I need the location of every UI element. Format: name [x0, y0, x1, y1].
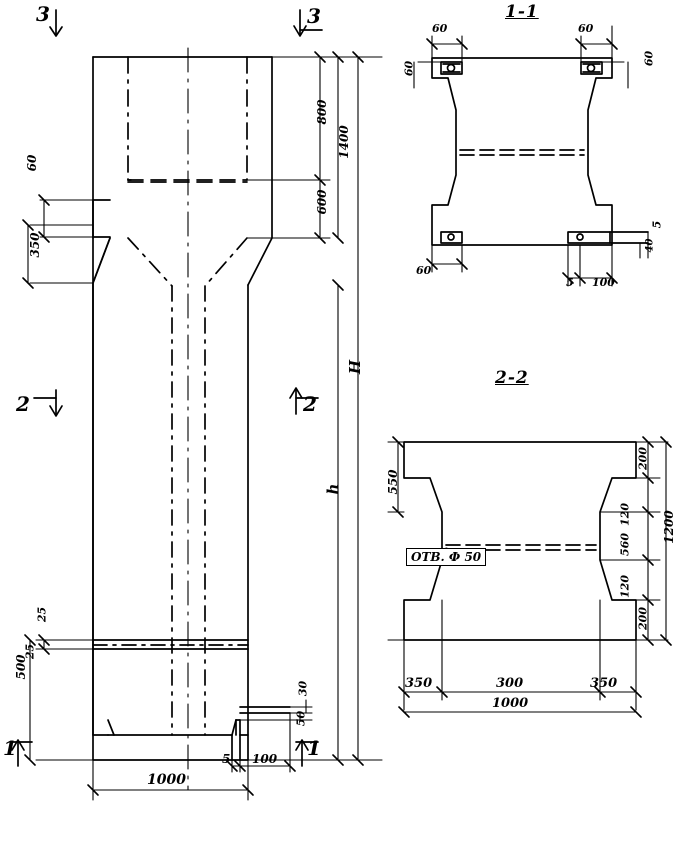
dim-600: 600 [315, 189, 329, 215]
view-mark-3-right: 3 [307, 4, 321, 28]
dim-1000-elevation: 1000 [147, 772, 186, 788]
dim-s11-top-right-60: 60 [578, 22, 594, 35]
dim-s22-300: 300 [496, 676, 524, 691]
dim-s22-1200: 1200 [662, 510, 676, 544]
view-mark-1-left: 1 [3, 736, 17, 760]
dim-800: 800 [315, 99, 329, 125]
dim-s22-200-bot: 200 [636, 607, 650, 630]
view-mark-2-right: 2 [303, 392, 317, 416]
dim-s11-bottom-100: 100 [592, 276, 615, 289]
dim-s11-right-5: 5 [650, 220, 664, 229]
dim-5-elevation: 5 [222, 752, 231, 766]
dim-500: 500 [14, 654, 28, 680]
dim-s22-560: 560 [618, 533, 632, 556]
dim-30: 30 [296, 680, 310, 697]
dim-H: H [346, 359, 364, 375]
dim-350: 350 [28, 232, 42, 258]
dim-s22-550: 550 [386, 469, 400, 495]
view-mark-1-right: 1 [307, 736, 321, 760]
dim-25a: 25 [35, 606, 49, 623]
dim-s11-top-right-60b: 60 [642, 50, 656, 67]
dim-s11-right-40: 40 [644, 238, 656, 253]
section-title-1-1: 1-1 [505, 2, 539, 22]
dim-s22-350-left: 350 [405, 676, 433, 691]
view-mark-2-left: 2 [16, 392, 30, 416]
dim-s22-120-top: 120 [618, 503, 632, 526]
section-title-2-2: 2-2 [495, 368, 529, 388]
dim-60: 60 [25, 154, 39, 172]
dim-s11-bottom-5: 5 [566, 276, 574, 289]
dim-s22-120-bot: 120 [618, 575, 632, 598]
dim-25b: 25 [23, 643, 37, 660]
dim-100-elevation: 100 [252, 752, 278, 766]
dim-s22-1000: 1000 [492, 696, 529, 711]
dim-s22-350-right: 350 [590, 676, 618, 691]
dim-s22-200-top: 200 [636, 447, 650, 470]
dim-h: h [324, 483, 342, 495]
hole-note: ОТВ. Ф 50 [406, 548, 486, 566]
dim-s11-top-left-60a: 60 [432, 22, 448, 35]
view-mark-3-left: 3 [36, 2, 50, 26]
dim-1400: 1400 [337, 125, 351, 159]
dim-50: 50 [294, 710, 308, 727]
dim-s11-top-left-60b: 60 [402, 60, 416, 77]
dim-s11-bottom-left-60: 60 [416, 264, 432, 277]
